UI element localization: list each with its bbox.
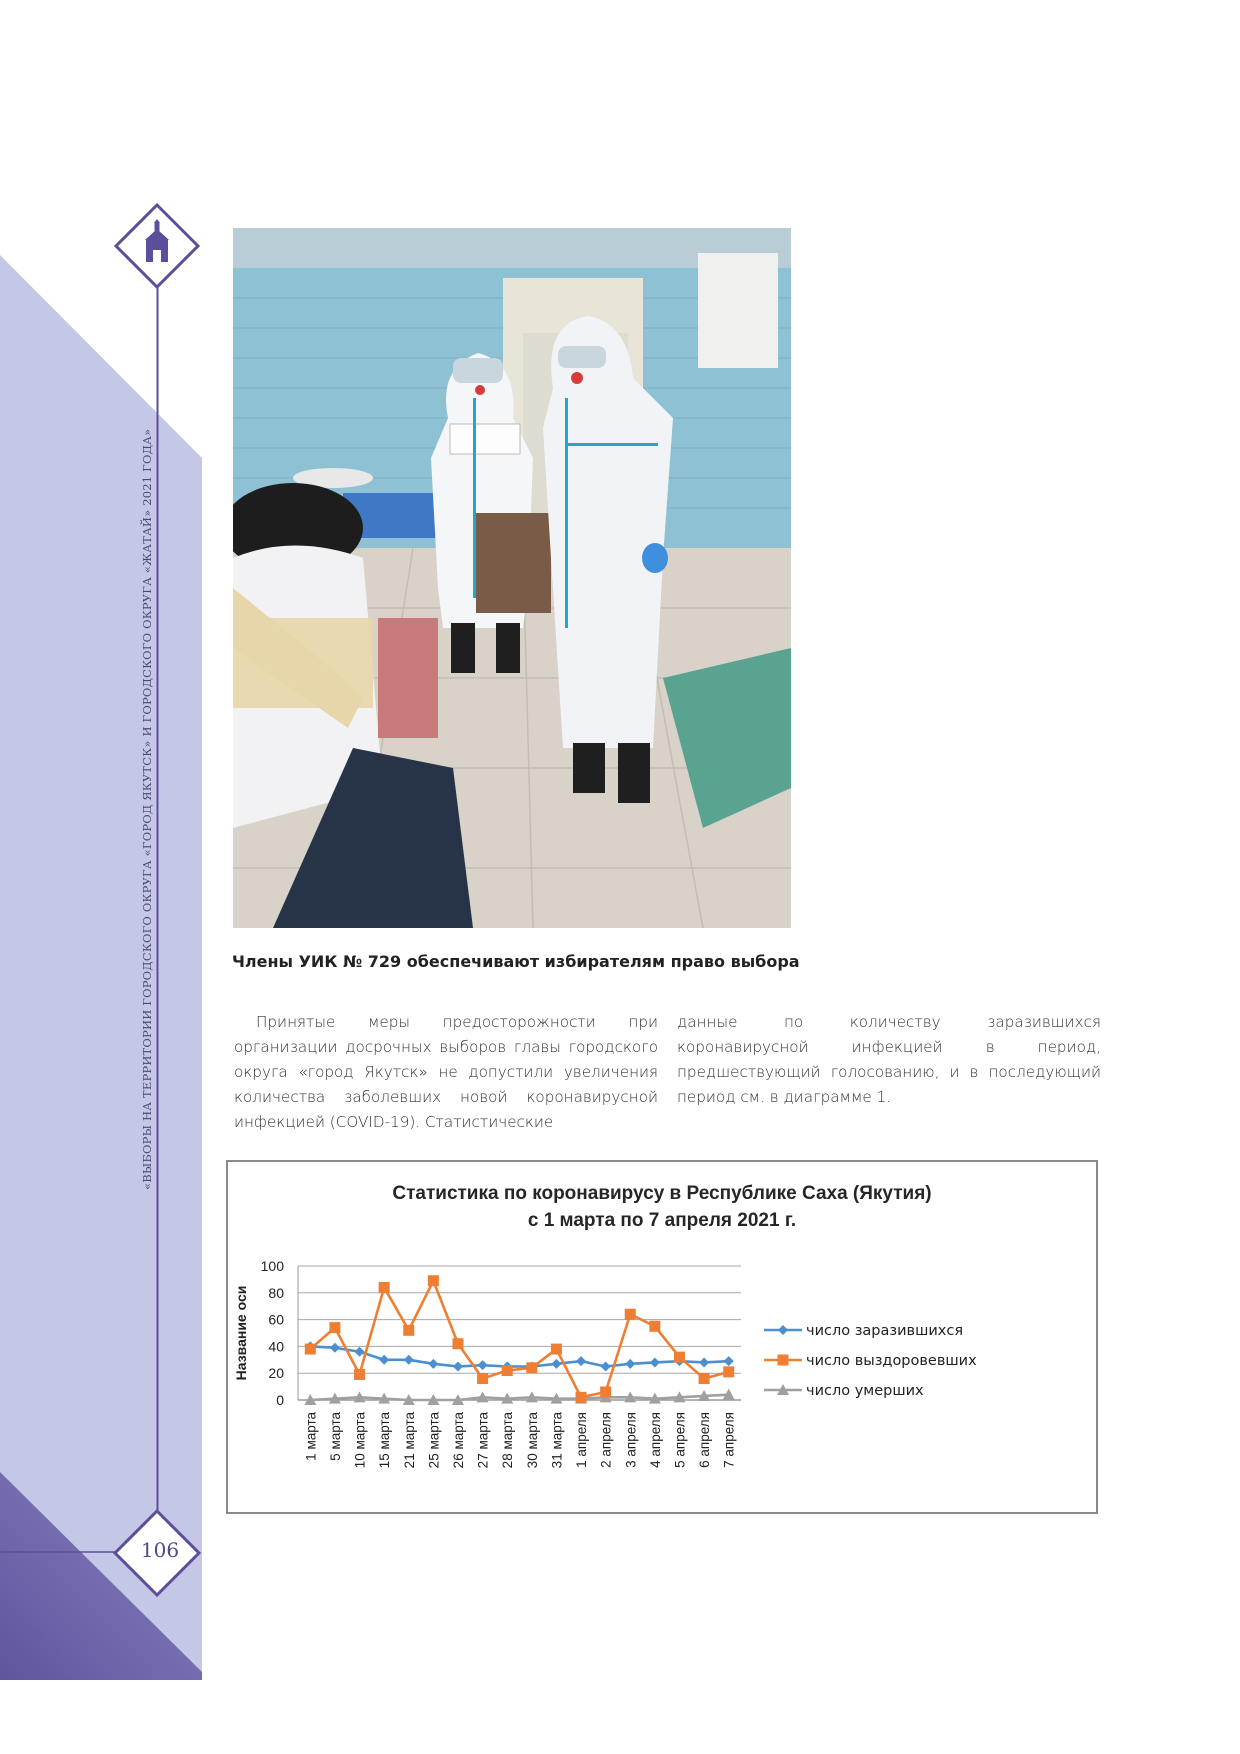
y-tick-label: 100 (260, 1258, 284, 1274)
y-tick-label: 80 (268, 1284, 284, 1301)
series-line-0 (310, 1346, 728, 1366)
data-point-0 (724, 1356, 734, 1366)
x-tick-label: 30 марта (524, 1412, 540, 1469)
x-tick-label: 1 марта (303, 1412, 319, 1461)
legend-label: число выздоровевших (806, 1353, 977, 1369)
x-tick-label: 21 марта (401, 1412, 417, 1469)
y-tick-label: 0 (276, 1392, 284, 1408)
data-point-0 (404, 1355, 414, 1365)
page-number: 106 (140, 1538, 180, 1562)
body-text-left (234, 1010, 658, 1135)
x-tick-label: 15 марта (377, 1412, 393, 1469)
data-point-1 (649, 1321, 660, 1332)
data-point-1 (674, 1352, 685, 1363)
x-tick-label: 26 марта (450, 1412, 466, 1469)
sidebar-light-band (0, 255, 202, 1680)
x-tick-label: 5 марта (327, 1412, 343, 1461)
body-paragraph-continued: данные по количеству заразившихся коронавирусной инфекцией в период, предшествующий голосованию, и в последующий период см. в диаграмме 1. (677, 1013, 1101, 1106)
data-point-1 (379, 1282, 390, 1293)
x-tick-label: 1 апреля (574, 1412, 590, 1468)
data-point-1 (502, 1365, 513, 1376)
data-point-1 (699, 1373, 710, 1384)
photo-scene (233, 228, 791, 928)
data-point-0 (379, 1355, 389, 1365)
data-point-0 (330, 1343, 340, 1353)
data-point-0 (699, 1357, 709, 1367)
data-point-1 (428, 1275, 439, 1286)
x-tick-label: 3 апреля (623, 1412, 639, 1468)
data-point-1 (329, 1322, 340, 1333)
body-text-right (677, 1010, 1101, 1110)
data-point-0 (576, 1356, 586, 1366)
data-point-1 (576, 1392, 587, 1403)
x-tick-label: 4 апреля (647, 1412, 663, 1468)
x-tick-label: 31 марта (549, 1412, 565, 1469)
series-line-2 (310, 1395, 728, 1400)
data-point-0 (551, 1359, 561, 1369)
data-point-0 (625, 1359, 635, 1369)
data-point-1 (403, 1325, 414, 1336)
series-line-1 (310, 1281, 728, 1398)
x-tick-label: 25 марта (426, 1412, 442, 1469)
data-point-1 (477, 1373, 488, 1384)
data-point-1 (305, 1344, 316, 1355)
legend-marker (778, 1355, 789, 1366)
x-tick-label: 5 апреля (672, 1412, 688, 1468)
y-tick-label: 60 (268, 1311, 284, 1328)
x-tick-label: 28 марта (500, 1412, 516, 1469)
y-tick-label: 20 (268, 1365, 284, 1382)
photo (233, 228, 791, 928)
data-point-1 (600, 1386, 611, 1397)
body-paragraph: Принятые меры предосторожности при организации досрочных выборов главы городского округа «город Якутск» не допустили увеличения количества заболевших новой коронавирусной инфекцией (COVID-19). Статистические (234, 1013, 658, 1131)
chart-subtitle: с 1 марта по 7 апреля 2021 г. (527, 1210, 797, 1231)
legend-label: число заразившихся (806, 1323, 964, 1339)
photo-caption: Члены УИК № 729 обеспечивают избирателям право выбора (232, 952, 800, 971)
x-tick-label: 2 апреля (598, 1412, 614, 1468)
data-point-1 (551, 1344, 562, 1355)
data-point-1 (723, 1366, 734, 1377)
x-tick-label: 27 марта (475, 1412, 491, 1469)
data-point-1 (526, 1362, 537, 1373)
legend-marker (778, 1325, 788, 1335)
chart-title: Статистика по коронавирусу в Республике Саха (Якутия) (392, 1183, 932, 1204)
legend-label: число умерших (806, 1383, 924, 1399)
data-point-1 (452, 1338, 463, 1349)
x-tick-label: 7 апреля (721, 1412, 737, 1468)
x-tick-label: 10 марта (352, 1412, 368, 1469)
data-point-0 (601, 1362, 611, 1372)
y-tick-label: 40 (268, 1338, 284, 1355)
data-point-0 (453, 1362, 463, 1372)
y-axis-title: Название оси (233, 1285, 249, 1381)
sidebar-decoration (0, 0, 205, 1754)
line-chart (228, 1162, 1096, 1512)
data-point-1 (354, 1369, 365, 1380)
running-header: «ВЫБОРЫ НА ТЕРРИТОРИИ ГОРОДСКОГО ОКРУГА «ГОРОД ЯКУТСК» И ГОРОДСКОГО ОКРУГА «ЖАТАЙ» 2021 ГОДА» (140, 428, 154, 1190)
data-point-0 (650, 1357, 660, 1367)
x-tick-label: 6 апреля (697, 1412, 713, 1468)
data-point-1 (625, 1309, 636, 1320)
data-point-0 (428, 1359, 438, 1369)
chart-container (226, 1160, 1098, 1514)
data-point-0 (478, 1360, 488, 1370)
data-point-0 (355, 1347, 365, 1357)
